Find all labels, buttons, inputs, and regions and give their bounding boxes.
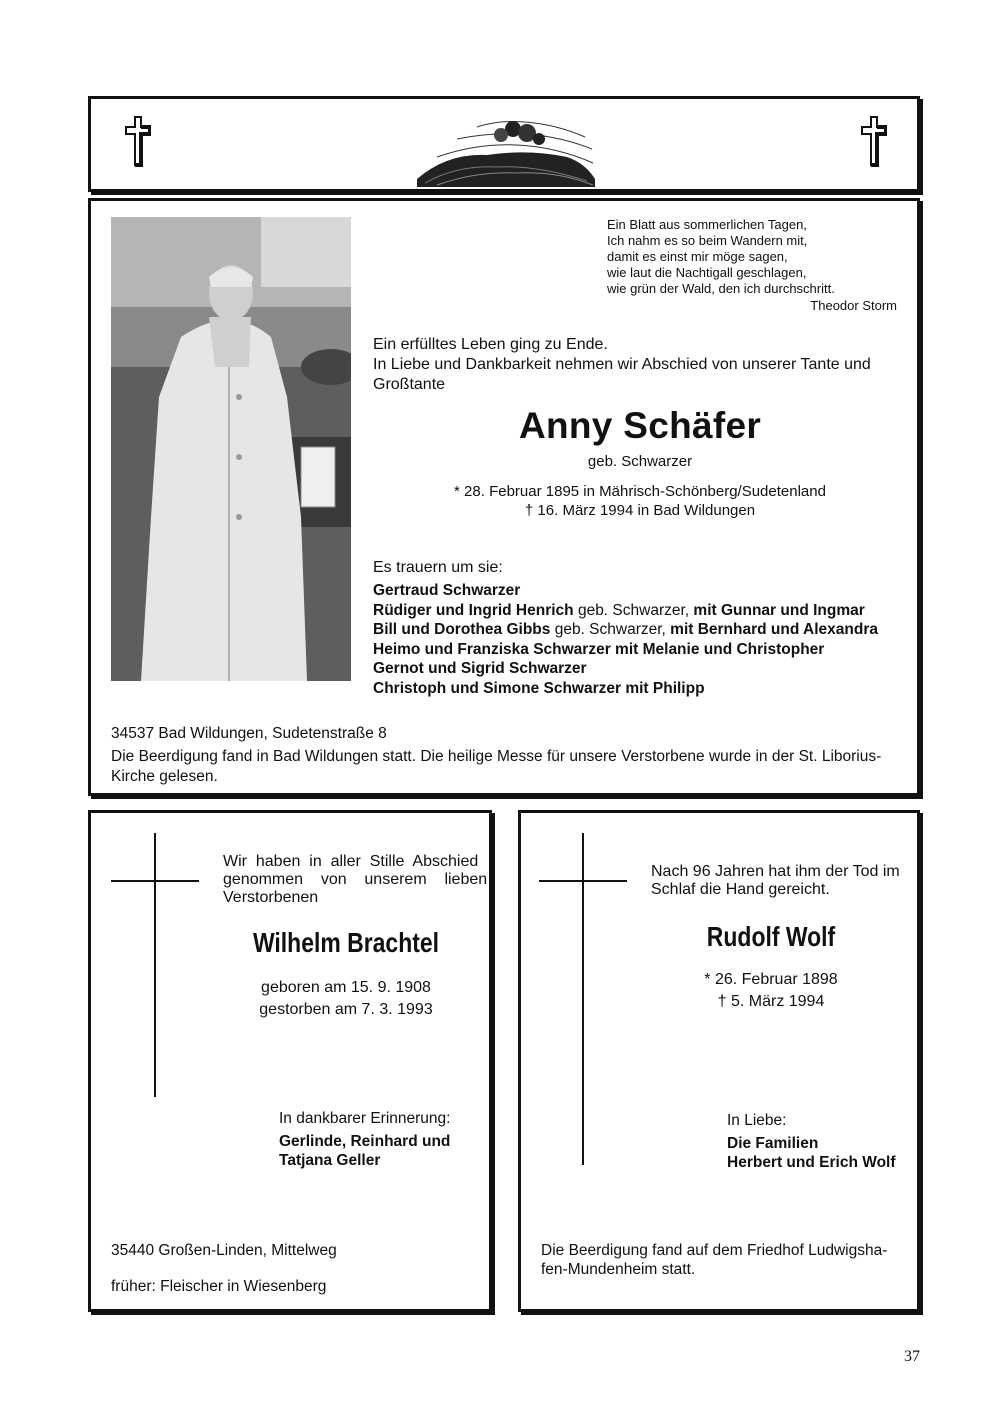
- poem-line: wie laut die Nachtigall geschlagen,: [607, 265, 807, 280]
- death-date: gestorben am 7. 3. 1993: [259, 1001, 433, 1018]
- obituary-wilhelm-brachtel: [88, 810, 492, 1312]
- portrait-photo: [111, 217, 351, 681]
- mourner-line: Gertraud Schwarzer: [373, 582, 521, 599]
- signature: In dankbarer Erinnerung: Gerlinde, Reinhard und Tatjana Geller: [279, 1109, 489, 1170]
- birth-date: * 26. Februar 1898: [704, 971, 838, 988]
- poem-line: Ich nahm es so beim Wandern mit,: [607, 233, 808, 248]
- mourner-line: Heimo und Franziska Schwarzer mit Melanie und Christopher: [373, 640, 825, 658]
- mourner-line: Christoph und Simone Schwarzer mit Philipp: [373, 679, 705, 697]
- deceased-name: Wilhelm Brachtel: [252, 927, 440, 958]
- birth-date: * 28. Februar 1895 in Mährisch-Schönberg/Sudetenland: [454, 483, 826, 500]
- signature: In Liebe: Die Familien Herbert und Erich Wolf: [727, 1111, 917, 1172]
- intro-text: [373, 335, 891, 395]
- intro-line: Ein erfülltes Leben ging zu Ende.: [373, 336, 608, 353]
- life-dates: [373, 482, 907, 520]
- poem-line: Ein Blatt aus sommerlichen Tagen,: [607, 217, 807, 232]
- mourner-line: Rüdiger und Ingrid Henrich geb. Schwarzer, mit Gunnar und Ingmar: [373, 601, 865, 619]
- signature-label: In Liebe:: [727, 1112, 787, 1129]
- landscape-vignette: [417, 109, 595, 187]
- mourners-label: Es trauern um sie:: [373, 559, 503, 576]
- birth-date: geboren am 15. 9. 1908: [261, 979, 431, 996]
- obituary-rudolf-wolf: [518, 810, 920, 1312]
- mourner-line: Bill und Dorothea Gibbs geb. Schwarzer, mit Bernhard und Alexandra: [373, 621, 879, 638]
- ornate-cross-icon: [861, 115, 887, 167]
- deceased-name: Anny Schäfer: [518, 405, 762, 446]
- mourners-list: [373, 581, 903, 698]
- burial-note: Die Beerdigung fand auf dem Friedhof Ludwigsha- fen-Mundenheim statt.: [541, 1242, 888, 1278]
- obituary-anny-schaefer: [88, 198, 920, 796]
- death-date: † 5. März 1994: [717, 993, 825, 1010]
- burial-note: Die Beerdigung fand in Bad Wildungen statt. Die heilige Messe für unsere Verstorbene wurde in der St. Liborius- Kirche gelesen.: [111, 748, 882, 785]
- farewell-message: Wir haben in aller Stille Abschied genommen von unserem lieben Verstorbenen: [223, 853, 488, 906]
- intro-line: Großtante: [373, 376, 446, 393]
- poem-author: Theodor Storm: [810, 298, 897, 313]
- occupation: früher: Fleischer in Wiesenberg: [111, 1278, 327, 1295]
- poem-line: damit es einst mir möge sagen,: [607, 249, 788, 264]
- intro-line: In Liebe und Dankbarkeit nehmen wir Abschied von unserer Tante und: [373, 356, 871, 373]
- signature-label: In dankbarer Erinnerung:: [279, 1110, 451, 1127]
- deceased-name: Rudolf Wolf: [706, 921, 836, 952]
- poem: [607, 217, 897, 314]
- maiden-name: geb. Schwarzer: [587, 453, 693, 470]
- life-dates: [201, 977, 491, 1021]
- mourner-line: Gernot und Sigrid Schwarzer: [373, 660, 587, 677]
- farewell-message: Nach 96 Jahren hat ihm der Tod im Schlaf die Hand gereicht.: [651, 863, 900, 898]
- address: 35440 Großen-Linden, Mittelweg: [111, 1242, 337, 1259]
- address: 34537 Bad Wildungen, Sudetenstraße 8: [111, 725, 387, 742]
- ornate-cross-icon: [125, 115, 151, 167]
- poem-line: wie grün der Wald, den ich durchschritt.: [607, 281, 835, 296]
- death-date: † 16. März 1994 in Bad Wildungen: [524, 502, 756, 519]
- header-banner: [88, 96, 920, 192]
- life-dates: [631, 969, 911, 1013]
- page-number: 37: [904, 1348, 920, 1365]
